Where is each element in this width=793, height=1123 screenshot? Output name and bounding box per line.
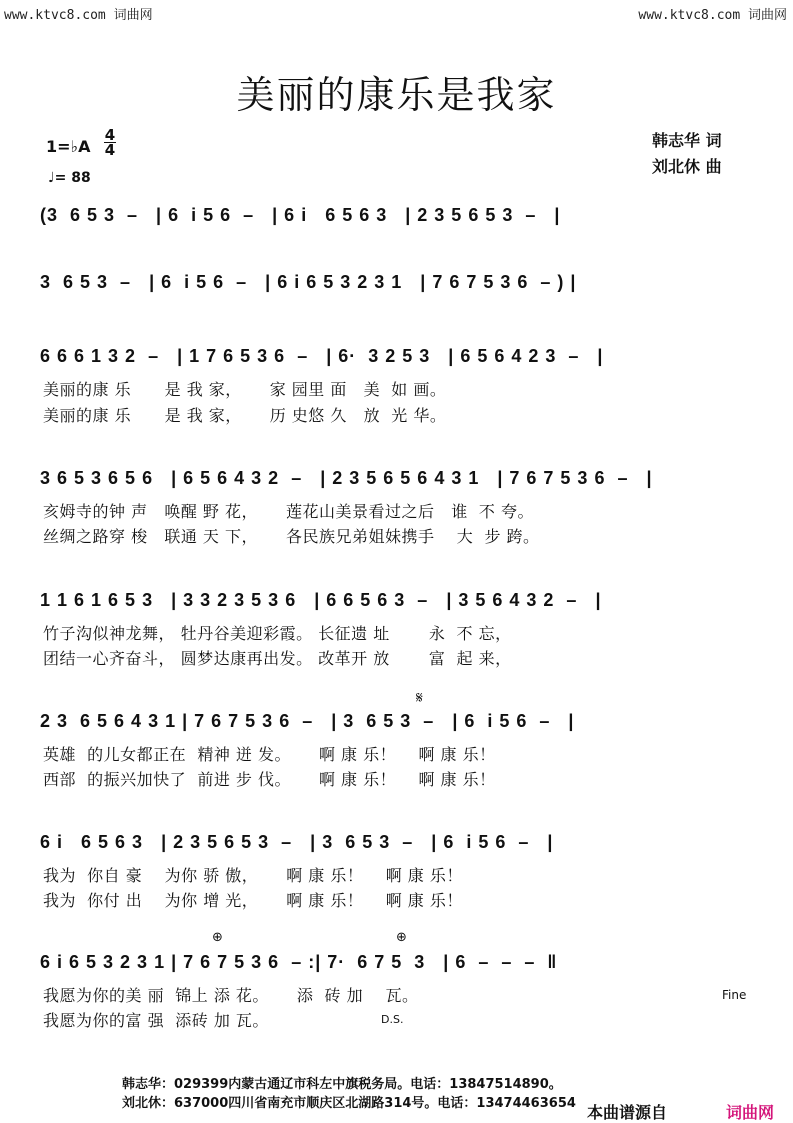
score-row-7: 6 i 6 5 6 3 | 2 3 5 6 5 3 – | 3 6 5 3 – | 6 i 5 6 – | [40, 832, 554, 852]
score-row-5: 1 1 6 1 6 5 3 | 3 3 2 3 5 3 6 | 6 6 5 6 3 – | 3 5 6 4 3 2 – | [40, 590, 602, 610]
score-row-2: 3 6 5 3 – | 6 i 5 6 – | 6 i 6 5 3 2 3 1 | 7 6 7 5 3 6 – ) | [40, 272, 577, 292]
score-row-8: 6 i 6 5 3 2 3 1 | 7 6 7 5 3 6 – :| 7· 6 7 5 3 | 6 – – – ‖ [40, 952, 558, 972]
song-title: 美丽的康乐是我家 [236, 73, 557, 117]
watermark-left: www.ktvc8.com 词曲网 [4, 8, 153, 23]
lyric-row-5-verse-2: 团结一心齐奋斗， 圆梦达康再出发。 改革开 放 富 起 来， [43, 649, 512, 668]
composer-credit: 刘北休 曲 [652, 157, 722, 176]
time-signature [104, 128, 116, 157]
ds-marking: D.S. [381, 1013, 404, 1026]
score-row-4: 3 6 5 3 6 5 6 | 6 5 6 4 3 2 – | 2 3 5 6 5 6 4 3 1 | 7 6 7 5 3 6 – | [40, 468, 653, 488]
lyric-row-5-verse-1: 竹子沟似神龙舞， 牡丹谷美迎彩霞。 长征遗 址 永 不 忘， [43, 624, 512, 643]
watermark-right: www.ktvc8.com 词曲网 [638, 8, 787, 23]
lyric-row-3-verse-2: 美丽的康 乐 是 我 家， 历 史悠 久 放 光 华。 [43, 406, 447, 425]
score-row-1: (3 6 5 3 – | 6 i 5 6 – | 6 i 6 5 6 3 | 2 3 5 6 5 3 – | [40, 205, 561, 225]
lyric-row-7-verse-2: 我为 你付 出 为你 增 光， 啊 康 乐！ 啊 康 乐！ [43, 891, 463, 910]
footer-composer-contact: 刘北休：637000四川省南充市顺庆区北湖路314号。电话：13474463654 [122, 1096, 576, 1111]
lyric-row-3-verse-1: 美丽的康 乐 是 我 家， 家 园里 面 美 如 画。 [43, 380, 447, 399]
tempo-marking: ♩= 88 [48, 170, 91, 186]
lyricist-credit: 韩志华 词 [652, 131, 722, 150]
time-top: 4 [104, 126, 116, 144]
footer-lyricist-contact: 韩志华：029399内蒙古通辽市科左中旗税务局。电话：13847514890。 [122, 1077, 562, 1092]
lyric-row-6-verse-1: 英雄 的儿女都正在 精神 迸 发。 啊 康 乐！ 啊 康 乐！ [43, 745, 496, 764]
source-label: 本曲谱源自 [585, 1100, 669, 1123]
lyric-row-8-verse-1: 我愿为你的美 丽 锦上 添 花。 添 砖 加 瓦。 [43, 986, 419, 1005]
lyric-row-7-verse-1: 我为 你自 豪 为你 骄 傲， 啊 康 乐！ 啊 康 乐！ [43, 866, 463, 885]
lyric-row-8-verse-2: 我愿为你的富 强 添砖 加 瓦。 [43, 1011, 269, 1030]
coda-mark-2: ⊕ [396, 930, 407, 945]
coda-mark-1: ⊕ [212, 930, 223, 945]
lyric-row-4-verse-1: 亥姆寺的钟 声 唤醒 野 花， 莲花山美景看过之后 谁 不 夸。 [43, 502, 534, 521]
lyric-row-4-verse-2: 丝绸之路穿 梭 联通 天 下， 各民族兄弟姐妹携手 大 步 跨。 [43, 527, 540, 546]
segno-mark: 𝄋 [416, 688, 423, 707]
site-brand: 词曲网 [722, 1100, 778, 1123]
key-signature: 1=♭A [46, 137, 91, 156]
fine-marking: Fine [722, 988, 747, 1002]
time-bottom: 4 [104, 141, 116, 159]
score-row-6: 2 3 6 5 6 4 3 1 | 7 6 7 5 3 6 – | 3 6 5 3 – | 6 i 5 6 – | [40, 711, 575, 731]
score-row-3: 6 6 6 1 3 2 – | 1 7 6 5 3 6 – | 6· 3 2 5 3 | 6 5 6 4 2 3 – | [40, 346, 604, 366]
lyric-row-6-verse-2: 西部 的振兴加快了 前进 步 伐。 啊 康 乐！ 啊 康 乐！ [43, 770, 496, 789]
